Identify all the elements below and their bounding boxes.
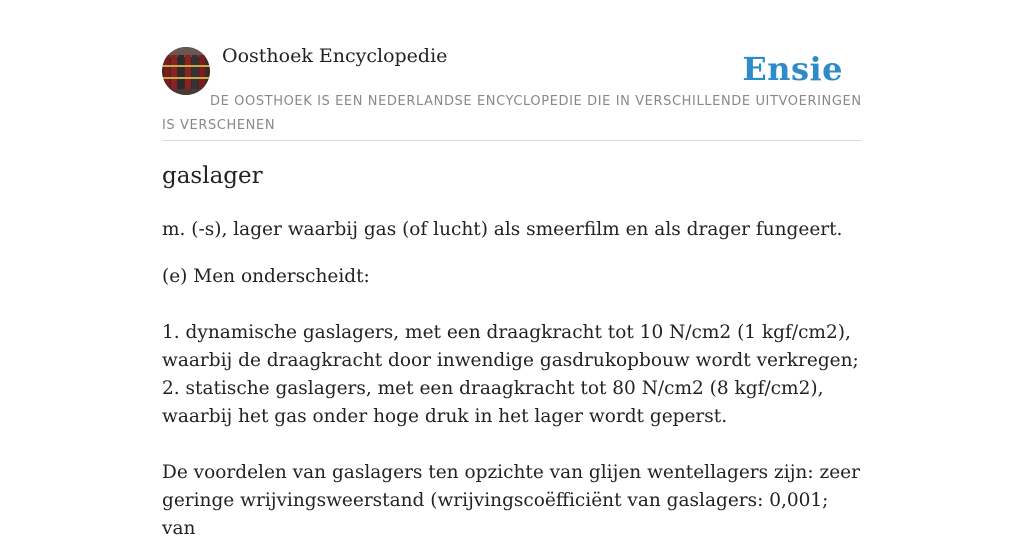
encyclopedia-books-icon [162,47,210,95]
spacer [162,431,862,459]
spacer [162,291,862,319]
entry-definition: m. (-s), lager waarbij gas (of lucht) als smeerfilm en als drager fungeert. [162,219,843,240]
entry-item-2: 2. statische gaslagers, met een draagkracht tot 80 N/cm2 (8 kgf/cm2), waarbij het gas onder hoge druk in het lager wordt geperst. [162,378,824,427]
entry-item-1: 1. dynamische gaslagers, met een draagkracht tot 10 N/cm2 (1 kgf/cm2), waarbij de draagkracht door inwendige gasdrukopbouw wordt verkregen; [162,322,859,371]
entry-body [162,263,862,543]
site-tagline: DE OOSTHOEK IS EEN NEDERLANDSE ENCYCLOPEDIE DIE IN VERSCHILLENDE UITVOERINGEN IS VERSCHENEN [162,94,862,133]
entry-advantages: De voordelen van gaslagers ten opzichte van glijen wentellagers zijn: zeer geringe wrijvingsweerstand (wrijvingscoëfficiënt van gaslagers: 0,001; van [162,462,860,539]
avatar[interactable] [162,47,210,95]
header [162,0,862,141]
entry-title: gaslager [162,163,263,189]
brand-logo[interactable]: Ensie [742,50,843,88]
entry-intro: (e) Men onderscheidt: [162,266,370,287]
page-container [162,0,862,539]
site-title[interactable]: Oosthoek Encyclopedie [222,45,448,67]
